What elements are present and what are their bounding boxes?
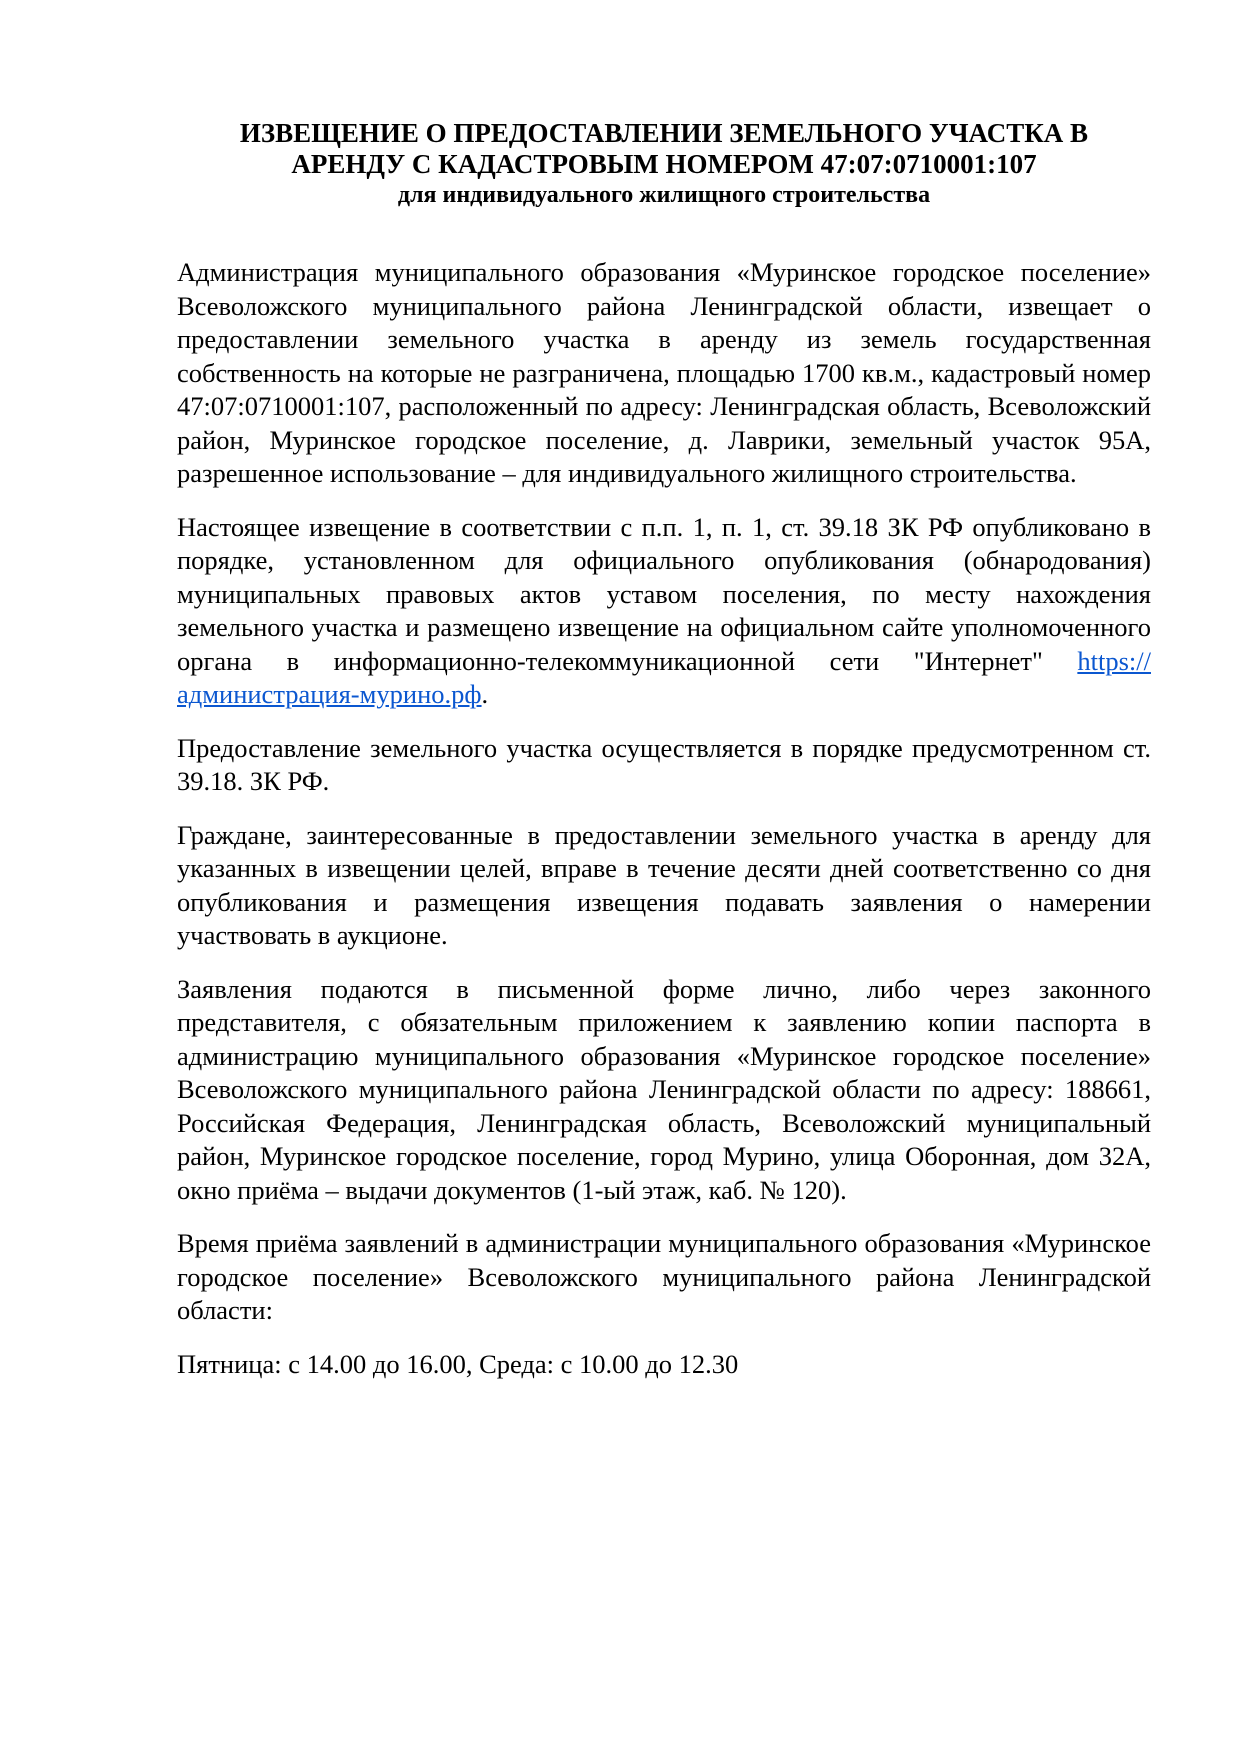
document-page xyxy=(177,118,1151,1401)
paragraph-applications: Заявления подаются в письменной форме лично, либо через законного представителя, с обязательным приложением к заявлению копии паспорта в администрацию муниципального образования «Муринское городское поселение» Всеволожского муниципального района Ленинградской области по адресу: 188661, Российская Федерация, Ленинградская область, Всеволожский муниципальный район, Муринское городское поселение, город Мурино, улица Оборонная, дом 32А, окно приёма – выдачи документов (1-ый этаж, каб. № 120). xyxy=(177,973,1151,1205)
document-title xyxy=(177,118,1151,211)
paragraph-publication xyxy=(177,511,1151,712)
paragraph-reception-time: Время приёма заявлений в администрации муниципального образования «Муринское городское поселение» Всеволожского муниципального района Ленинградской области: xyxy=(177,1228,1151,1325)
website-link[interactable]: https://администрация-мурино.рф xyxy=(177,645,1151,709)
document-body xyxy=(177,256,1151,1381)
title-subtitle: для индивидуального жилищного строительства xyxy=(397,182,931,208)
paragraph-publication-text: Настоящее извещение в соответствии с п.п. 1, п. 1, ст. 39.18 ЗК РФ опубликовано в порядке, установленном для официального опубликования (обнародования) муниципальных правовых актов уставом поселения, по месту нахождения земельного участка и размещено извещение на официальном сайте уполномоченного органа в информационно-телекоммуникационной сети "Интернет" xyxy=(177,511,1151,676)
paragraph-hours: Пятница: с 14.00 до 16.00, Среда: с 10.00 до 12.30 xyxy=(177,1348,739,1379)
paragraph-notice: Администрация муниципального образования «Муринское городское поселение» Всеволожского муниципального района Ленинградской области, извещает о предоставлении земельного участка в аренду из земель государственная собственность на которые не разграничена, площадью 1700 кв.м., кадастровый номер 47:07:0710001:107, расположенный по адресу: Ленинградская область, Всеволожский район, Муринское городское поселение, д. Лаврики, земельный участок 95А, разрешенное использование – для индивидуального жилищного строительства. xyxy=(177,257,1151,488)
paragraph-procedure: Предоставление земельного участка осуществляется в порядке предусмотренном ст. 39.18. ЗК РФ. xyxy=(177,732,1151,796)
paragraph-publication-end: . xyxy=(481,679,489,709)
title-line-2: АРЕНДУ С КАДАСТРОВЫМ НОМЕРОМ 47:07:0710001:107 xyxy=(291,149,1037,179)
title-line-1: ИЗВЕЩЕНИЕ О ПРЕДОСТАВЛЕНИИ ЗЕМЕЛЬНОГО УЧАСТКА В xyxy=(239,118,1089,148)
paragraph-citizens: Граждане, заинтересованные в предоставлении земельного участка в аренду для указанных в извещении целей, вправе в течение десяти дней соответственно со дня опубликования и размещения извещения подавать заявления о намерении участвовать в аукционе. xyxy=(177,819,1151,950)
